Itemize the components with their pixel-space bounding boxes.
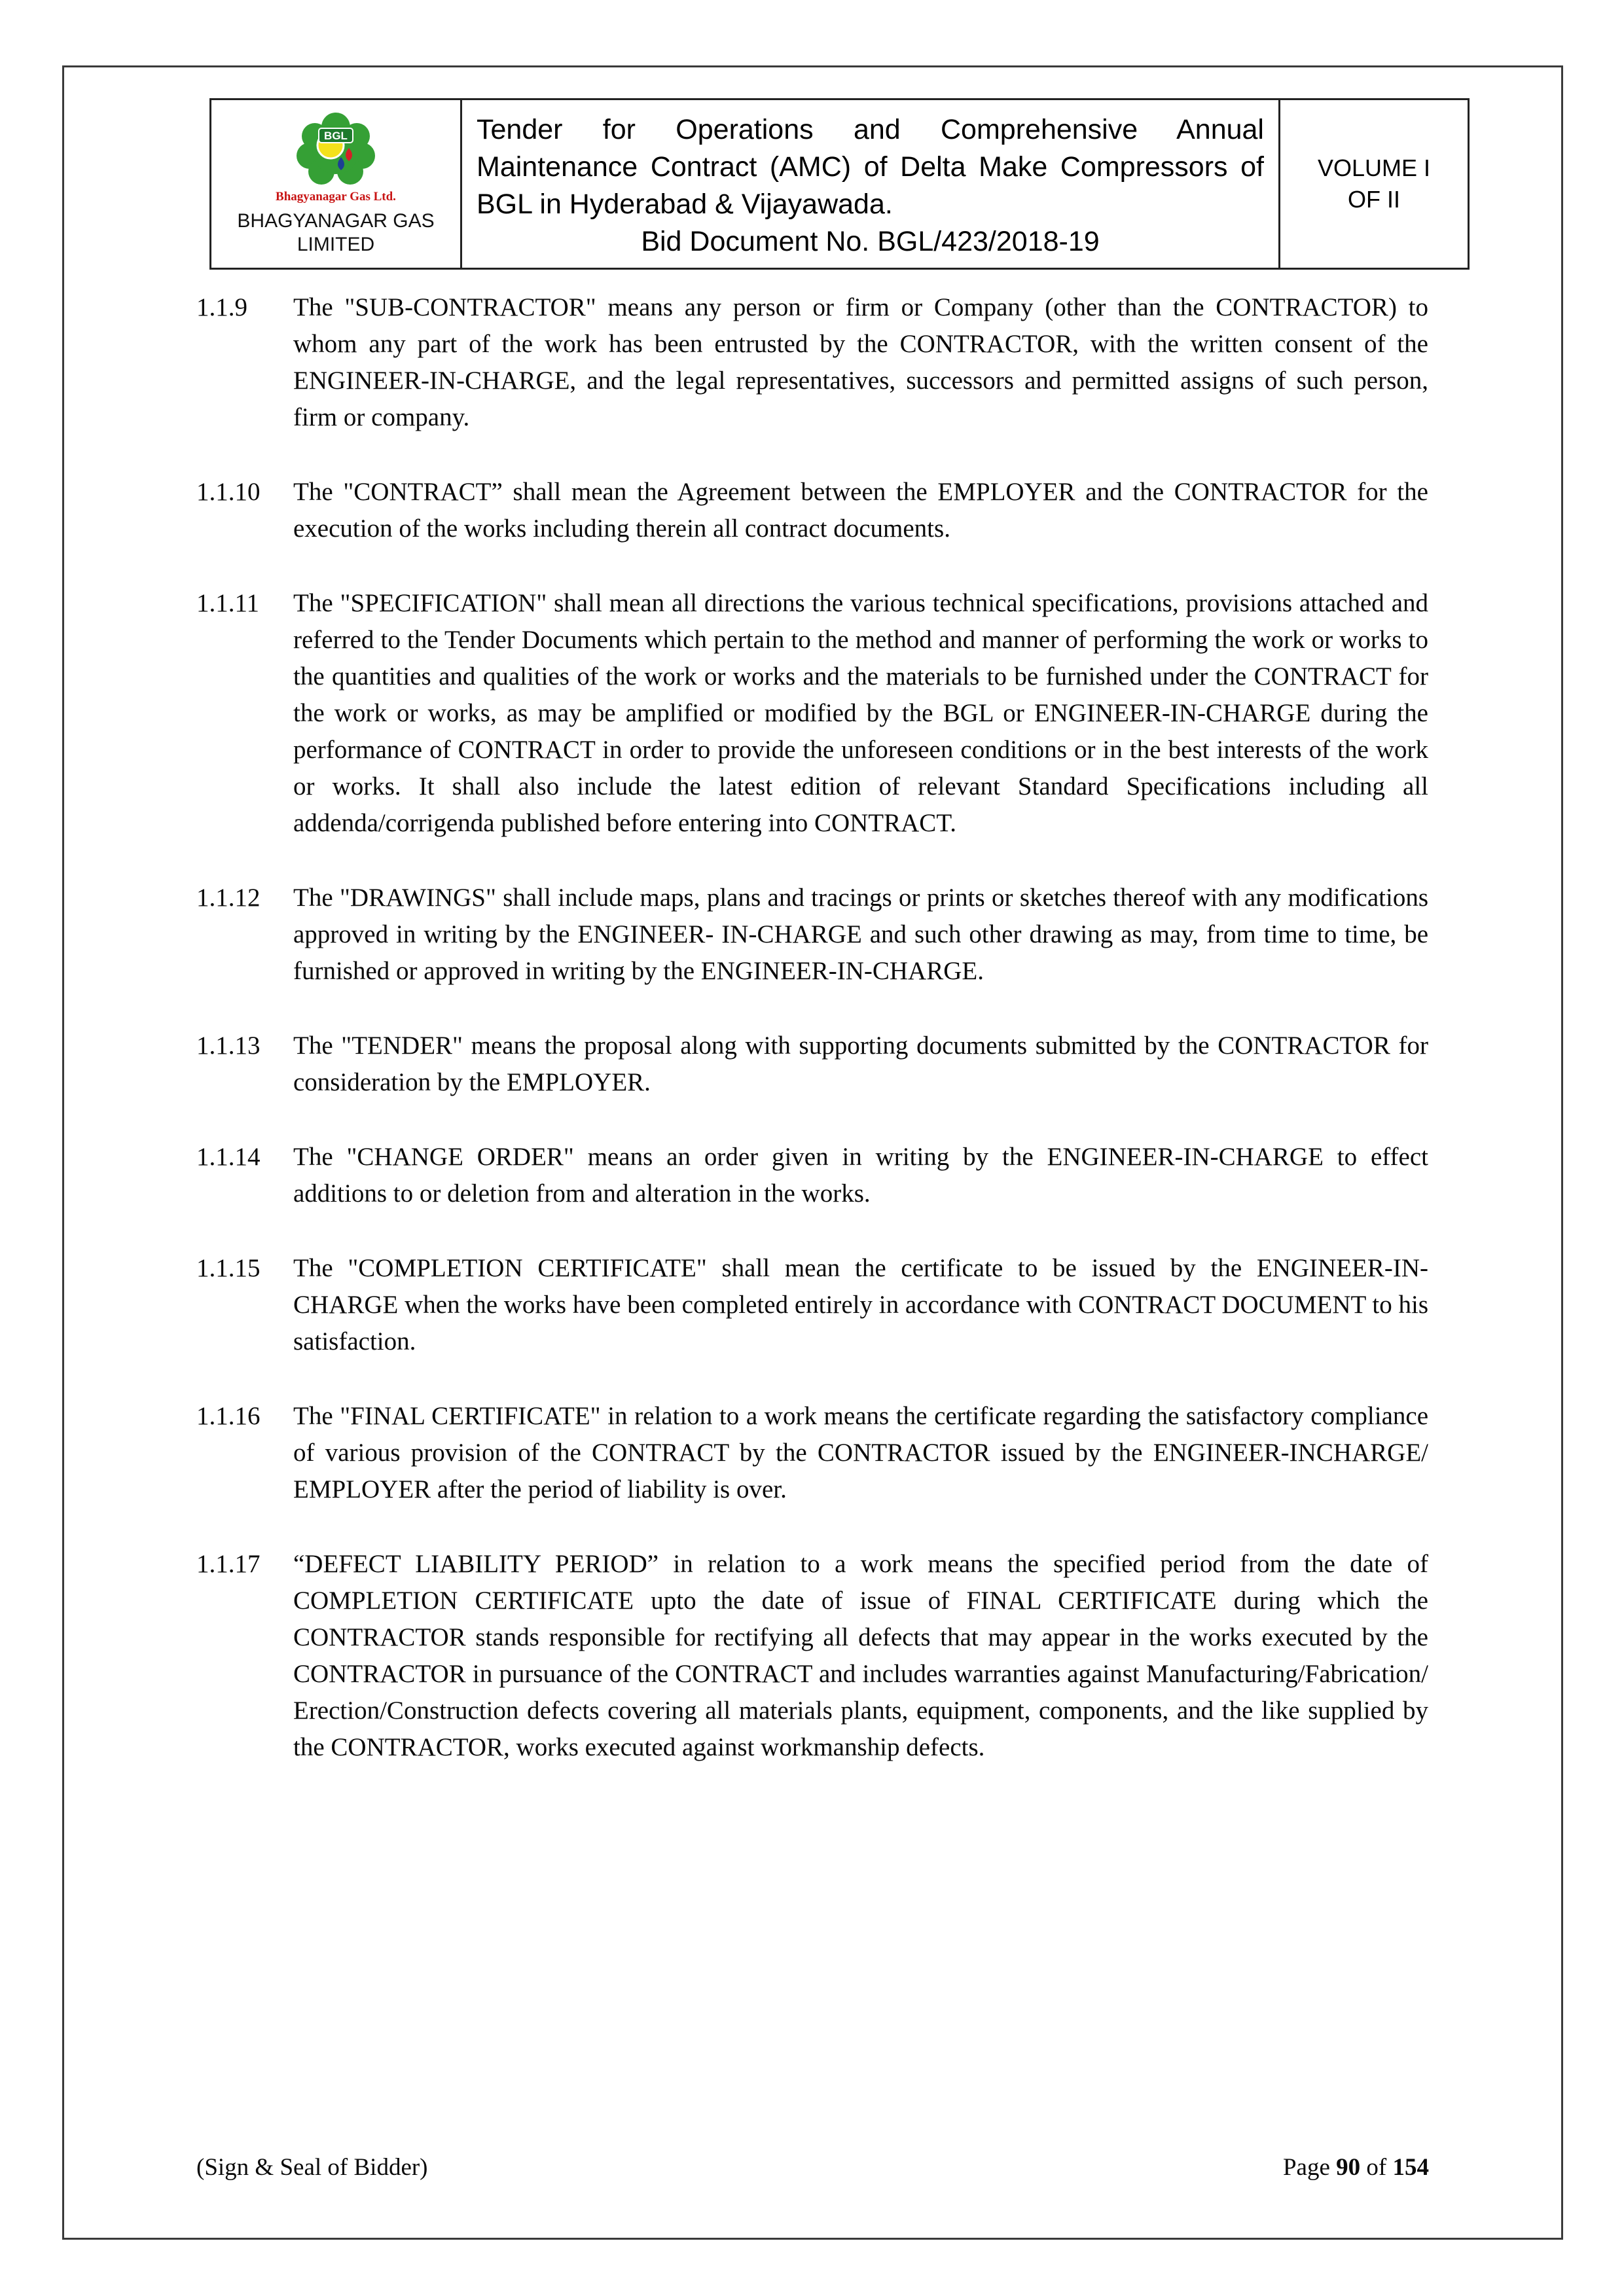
total-pages: 154 <box>1392 2154 1429 2181</box>
clause-text: The "FINAL CERTIFICATE" in relation to a work means the certificate regarding the satisfactory compliance of various provision of the CONTRACT by the CONTRACTOR issued by the ENGINEER-INCHARGE/ EMPLOYER after the period of liability is over. <box>293 1402 1428 1503</box>
clause-item <box>196 880 1428 990</box>
clause-number: 1.1.13 <box>196 1031 261 1060</box>
clause-number: 1.1.16 <box>196 1402 261 1430</box>
page-indicator <box>1283 2153 1429 2181</box>
clause-item <box>196 1546 1428 1766</box>
clause-item <box>196 1398 1428 1508</box>
logo-caption: Bhagyanagar Gas Ltd. <box>276 190 396 204</box>
document-header <box>209 98 1470 270</box>
page-label: Page <box>1282 2154 1337 2181</box>
organization-name-line1: BHAGYANAGAR GAS <box>237 210 435 232</box>
clause-text: The "COMPLETION CERTIFICATE" shall mean the certificate to be issued by the ENGINEER-IN-CHARGE when the works have been completed entirely in accordance with CONTRACT DOCUMENT to his satisfaction. <box>293 1254 1428 1355</box>
volume-line1: VOLUME I <box>1317 154 1431 181</box>
volume-line2: OF II <box>1348 186 1400 213</box>
clause-number: 1.1.10 <box>196 478 261 506</box>
clause-item <box>196 1139 1428 1212</box>
logo-cell <box>211 100 460 268</box>
bid-document-number: Bid Document No. BGL/423/2018-19 <box>641 226 1100 257</box>
clause-item <box>196 474 1428 547</box>
clause-text: The "CONTRACT” shall mean the Agreement between the EMPLOYER and the CONTRACTOR for the execution of the works including therein all contract documents. <box>293 478 1428 543</box>
clause-number: 1.1.15 <box>196 1254 261 1282</box>
clause-item <box>196 585 1428 842</box>
clause-number: 1.1.11 <box>196 589 260 617</box>
page-footer <box>196 2153 1429 2181</box>
volume-cell <box>1278 100 1468 268</box>
page-number: 90 <box>1336 2154 1361 2181</box>
clause-item <box>196 289 1428 436</box>
clause-item <box>196 1028 1428 1101</box>
tender-title: Tender for Operations and Comprehensive Annual Maintenance Contract (AMC) of Delta Make Compressors of BGL in Hyderabad & Vijayawada. <box>477 114 1264 220</box>
clause-text: The "CHANGE ORDER" means an order given in writing by the ENGINEER-IN-CHARGE to effect additions to or deletion from and alteration in the works. <box>293 1143 1428 1208</box>
clause-number: 1.1.14 <box>196 1143 261 1171</box>
clause-number: 1.1.12 <box>196 884 261 912</box>
of-label: of <box>1360 2154 1393 2181</box>
clause-text: “DEFECT LIABILITY PERIOD” in relation to a work means the specified period from the date of COMPLETION CERTIFICATE upto the date of issue of FINAL CERTIFICATE during which the CONTRACTOR stands responsible for rectifying all defects that may appear in the works executed by the CONTRACTOR in pursuance of the CONTRACT and includes warranties against Manufacturing/Fabrication/ Erection/Construction defects covering all materials plants, equipment, components, and the like supplied by the CONTRACTOR, works executed against workmanship defects. <box>293 1550 1428 1761</box>
company-logo-icon <box>293 111 379 188</box>
clauses-section <box>196 289 1428 1804</box>
organization-name <box>237 209 434 257</box>
clause-text: The "SPECIFICATION" shall mean all directions the various technical specifications, provisions attached and referred to the Tender Documents which pertain to the method and manner of performing the work or works to the quantities and qualities of the work or works and the materials to be furnished under the CONTRACT for the work or works, as may be amplified or modified by the BGL or ENGINEER-IN-CHARGE during the performance of CONTRACT in order to provide the unforeseen conditions or in the best interests of the work or works. It shall also include the latest edition of relevant Standard Specifications including all addenda/corrigenda published before entering into CONTRACT. <box>293 589 1428 837</box>
clause-text: The "SUB-CONTRACTOR" means any person or firm or Company (other than the CONTRACTOR) to whom any part of the work has been entrusted by the CONTRACTOR, with the written consent of the ENGINEER-IN-CHARGE, and the legal representatives, successors and permitted assigns of such person, firm or company. <box>293 293 1428 431</box>
clause-text: The "DRAWINGS" shall include maps, plans and tracings or prints or sketches thereof with any modifications approved in writing by the ENGINEER- IN-CHARGE and such other drawing as may, from time to time, be furnished or approved in writing by the ENGINEER-IN-CHARGE. <box>293 884 1428 985</box>
title-cell <box>460 100 1278 268</box>
clause-number: 1.1.9 <box>196 293 247 321</box>
clause-item <box>196 1250 1428 1360</box>
sign-seal-note: (Sign & Seal of Bidder) <box>196 2154 428 2181</box>
svg-text:BGL: BGL <box>324 130 348 142</box>
clause-number: 1.1.17 <box>196 1550 261 1578</box>
clause-text: The "TENDER" means the proposal along with supporting documents submitted by the CONTRACTOR for consideration by the EMPLOYER. <box>293 1031 1428 1096</box>
organization-name-line2: LIMITED <box>297 234 375 255</box>
